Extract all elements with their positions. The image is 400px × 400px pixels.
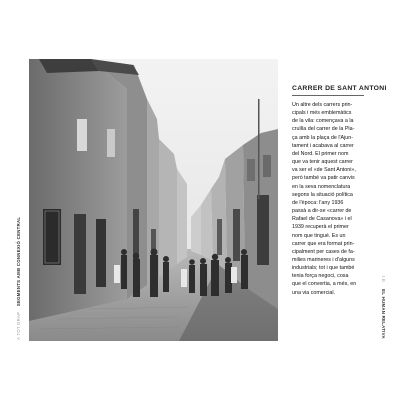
body-line: Un altre dels carrers prin- <box>292 102 353 108</box>
body-line: tenia força negoci, cosa <box>292 273 349 280</box>
body-line: nom que tingué. Es un <box>292 232 346 239</box>
body-line: segons la situació política <box>292 191 353 198</box>
body-line: milies marineres i d'alguns <box>292 256 355 263</box>
left-folio: A TOT DRAP <box>16 311 21 340</box>
body-line: industrials; tot i que també <box>292 265 355 272</box>
right-margin-running-title <box>381 276 386 339</box>
body-line: carrer que era format prin- <box>292 240 355 247</box>
street-photo-graphic <box>29 59 278 341</box>
body-line: 1939 recuperà el primer <box>292 224 349 231</box>
body-line: però també va patir canvis <box>292 175 355 182</box>
body-line: que va tenir aquest carrer <box>292 159 353 166</box>
body-line: que el convertia, a més, en <box>292 281 357 288</box>
right-folio: I.E. <box>381 276 386 284</box>
article-column <box>292 85 387 297</box>
body-line: Rafael de Casanova» i el <box>292 216 352 223</box>
article-body <box>292 101 364 297</box>
article-heading: CARRER DE SANT ANTONI <box>292 85 364 96</box>
body-line: va ser el «de Sant Antoni», <box>292 167 356 174</box>
body-line: passà a dir-se «carrer de <box>292 208 352 215</box>
body-line: cruïlla del carrer de la Pla- <box>292 126 355 133</box>
left-running-title: SEGMENTS AMB CONNEXIÓ CENTRAL <box>16 216 21 307</box>
body-line: tament i acabava al carrer <box>292 142 354 149</box>
body-line: de l'època: l'any 1936 <box>292 199 344 206</box>
right-running-title: EL HUMAN RELATIVA <box>381 289 386 339</box>
body-line: en la seva nomenclatura <box>292 183 351 190</box>
body-line: ça amb la plaça de l'Ajun- <box>292 134 354 141</box>
body-line: cipalment per cases de fa- <box>292 248 355 255</box>
street-photo <box>29 59 278 341</box>
body-line: una via comercial. <box>292 289 336 296</box>
body-line: de la vila: començava a la <box>292 118 354 125</box>
body-line: cipals i més emblemàtics <box>292 110 352 117</box>
left-margin-running-title <box>16 217 21 340</box>
body-line: del Nord. El primer nom <box>292 150 349 157</box>
